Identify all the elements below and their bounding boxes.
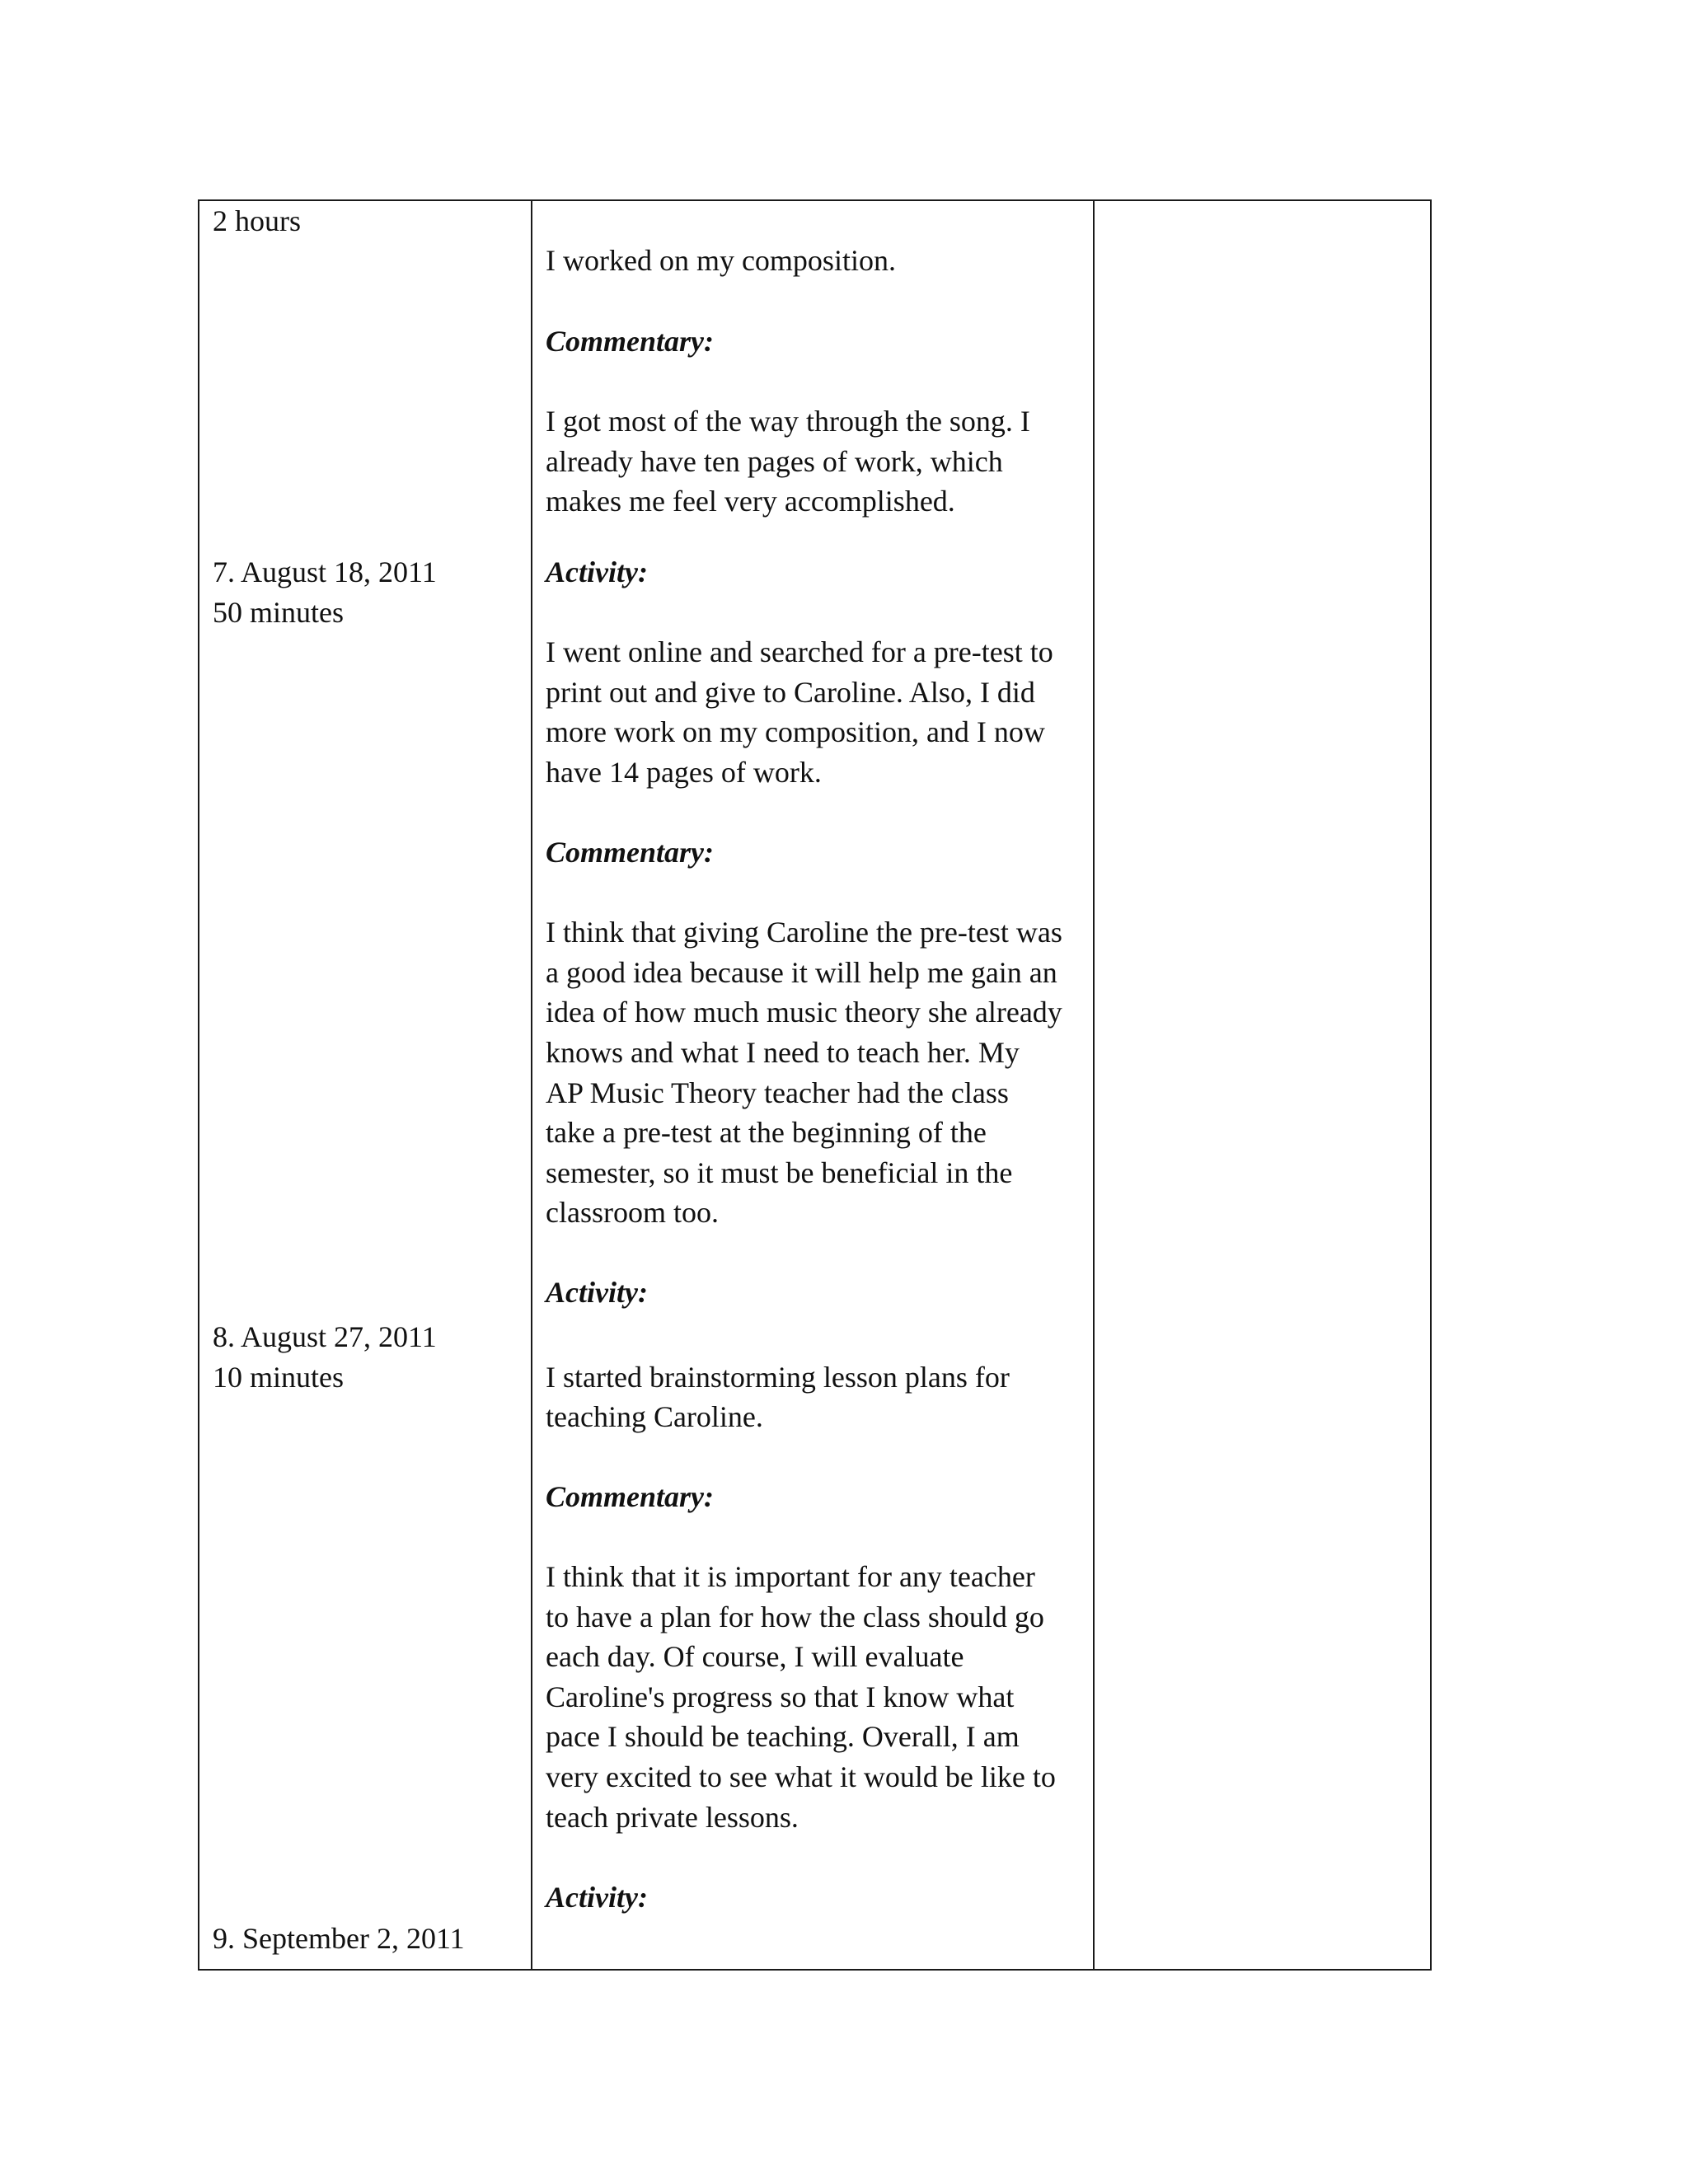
log-table [198,199,1432,1971]
commentary-heading: Commentary: [546,325,714,358]
activity-heading: Activity: [546,1881,648,1914]
commentary-line: take a pre-test at the beginning of the [546,1116,987,1149]
commentary-line: pace I should be teaching. Overall, I am [546,1720,1020,1753]
entry6-duration: 2 hours [213,204,301,237]
column-divider-1 [531,201,532,1969]
commentary-line: Caroline's progress so that I know what [546,1680,1015,1713]
entry8-duration: 10 minutes [213,1361,344,1394]
commentary-heading: Commentary: [546,836,714,869]
commentary-heading: Commentary: [546,1480,714,1513]
entry8-date: 8. August 27, 2011 [213,1320,437,1353]
activity-text: I worked on my composition. [546,244,896,277]
commentary-line: I think that it is important for any teacher [546,1560,1035,1593]
commentary-line: I think that giving Caroline the pre-test was [546,916,1062,949]
activity-line: print out and give to Caroline. Also, I did [546,676,1035,709]
entry9-date: 9. September 2, 2011 [213,1922,465,1955]
column-divider-2 [1093,201,1095,1969]
activity-heading: Activity: [546,555,648,588]
commentary-line: I got most of the way through the song. I [546,405,1030,438]
commentary-line: makes me feel very accomplished. [546,485,955,518]
activity-heading: Activity: [546,1276,648,1309]
commentary-line: to have a plan for how the class should go [546,1601,1044,1633]
activity-line: I went online and searched for a pre-test to [546,635,1053,668]
activity-line: have 14 pages of work. [546,756,822,789]
commentary-line: a good idea because it will help me gain an [546,956,1057,989]
activity-line: more work on my composition, and I now [546,715,1045,748]
commentary-line: very excited to see what it would be like to [546,1760,1056,1793]
commentary-line: already have ten pages of work, which [546,445,1003,478]
commentary-line: idea of how much music theory she already [546,996,1062,1029]
commentary-line: classroom too. [546,1196,719,1229]
entry7-date: 7. August 18, 2011 [213,555,437,588]
commentary-line: semester, so it must be beneficial in the [546,1156,1013,1189]
commentary-line: teach private lessons. [546,1801,799,1834]
commentary-line: AP Music Theory teacher had the class [546,1076,1009,1109]
activity-line: teaching Caroline. [546,1400,763,1433]
commentary-line: knows and what I need to teach her. My [546,1036,1020,1069]
commentary-line: each day. Of course, I will evaluate [546,1640,964,1673]
activity-line: I started brainstorming lesson plans for [546,1361,1010,1394]
entry7-duration: 50 minutes [213,596,344,629]
